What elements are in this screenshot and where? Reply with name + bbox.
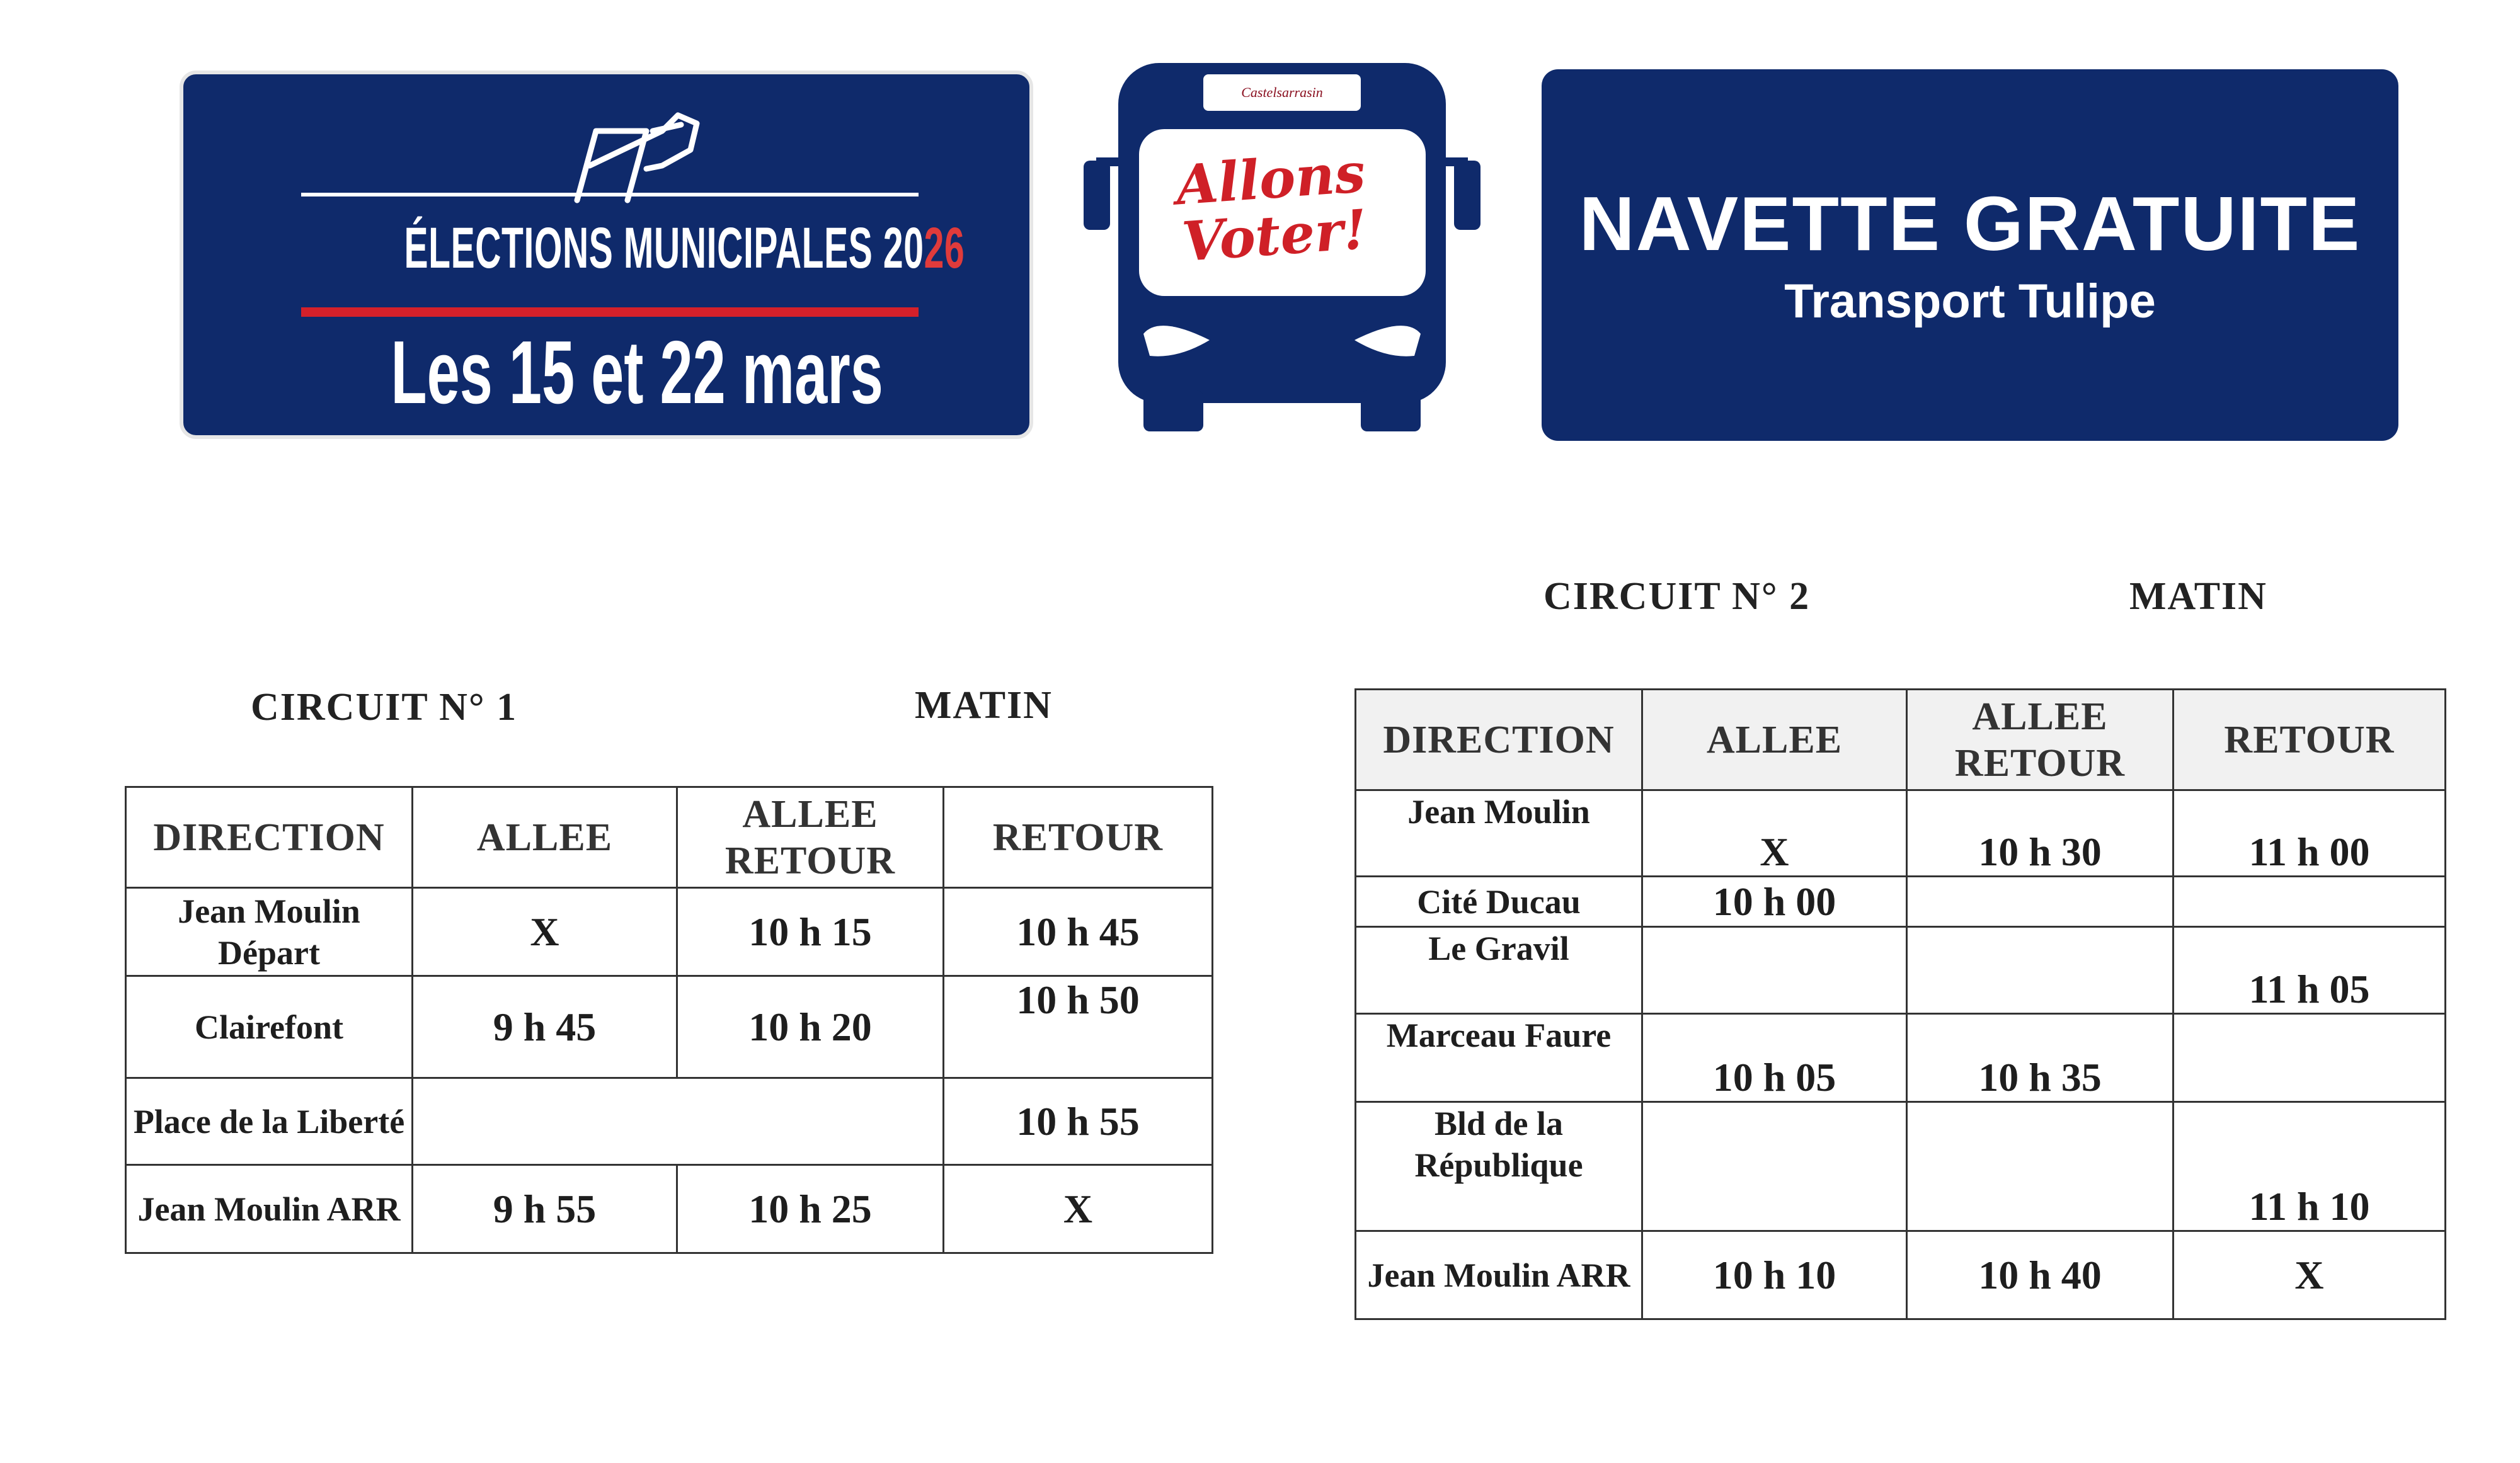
year-accent: 26 [924,216,965,280]
direction-cell: Marceau Faure [1356,1014,1642,1102]
allee-cell: 10 h 00 [1642,877,1907,927]
table-row [1356,927,2446,1014]
circuit1-heading: CIRCUIT N° 1 [251,686,518,729]
direction-cell: Le Gravil [1356,927,1642,1014]
elections-title: ÉLECTIONS MUNICIPALES 2026 [404,216,965,280]
direction-cell: Jean Moulin ARR [126,1165,413,1253]
direction-cell: Clairefont [126,976,413,1078]
allee-cell [413,1078,944,1165]
table-header-row [1356,690,2446,790]
retour-cell: 10 h 50 [944,976,1213,1078]
header-direction: DIRECTION [1356,690,1642,790]
header-allee-retour: ALLEE RETOUR [1907,690,2174,790]
allee-cell [1642,1102,1907,1231]
table-row [1356,790,2446,877]
circuit1-table [125,786,1213,1254]
allee-cell: 10 h 05 [1642,1014,1907,1102]
table-row [126,1078,1213,1165]
allee-cell: 10 h 10 [1642,1231,1907,1319]
retour-cell: 10 h 45 [944,888,1213,976]
allee-cell [1642,927,1907,1014]
bus-illustration [1084,63,1480,435]
retour-cell [2174,877,2446,927]
navette-title: NAVETTE GRATUITE [1579,181,2361,266]
allee-retour-cell: 10 h 30 [1907,790,2174,877]
retour-cell: 11 h 05 [2174,927,2446,1014]
direction-cell: Cité Ducau [1356,877,1642,927]
retour-cell: X [944,1165,1213,1253]
header-direction: DIRECTION [126,787,413,888]
direction-cell: Bld de la République [1356,1102,1642,1231]
circuit2-period: MATIN [2129,575,2267,618]
table-row [126,976,1213,1078]
navette-banner [1542,69,2398,441]
allee-cell: 9 h 55 [413,1165,677,1253]
table-row [126,888,1213,976]
allee-retour-cell [1907,927,2174,1014]
title-red-rule [301,307,919,317]
circuit1-period: MATIN [915,684,1053,727]
table-row [1356,1102,2446,1231]
allee-retour-cell [1907,1102,2174,1231]
table-row [1356,1014,2446,1102]
retour-cell: 11 h 00 [2174,790,2446,877]
header-retour: RETOUR [944,787,1213,888]
allee-retour-cell [1907,877,2174,927]
circuit2-heading: CIRCUIT N° 2 [1544,575,1811,618]
direction-cell: Jean Moulin ARR [1356,1231,1642,1319]
header-allee: ALLEE [1642,690,1907,790]
navette-subtitle: Transport Tulipe [1784,275,2156,328]
retour-cell: 11 h 10 [2174,1102,2446,1231]
retour-cell: 10 h 55 [944,1078,1213,1165]
allee-cell: X [413,888,677,976]
table-row [1356,1231,2446,1319]
bus-sign: Castelsarrasin [1203,74,1361,111]
allee-retour-cell: 10 h 15 [677,888,944,976]
allons-voter-slogan: Allons Voter! [1174,140,1370,275]
direction-cell: Jean Moulin [1356,790,1642,877]
direction-cell: Place de la Liberté [126,1078,413,1165]
direction-cell: Jean Moulin Départ [126,888,413,976]
table-header-row [126,787,1213,888]
table-row [126,1165,1213,1253]
allee-retour-cell: 10 h 20 [677,976,944,1078]
table-row [1356,877,2446,927]
circuit2-table [1354,688,2446,1320]
allee-retour-cell: 10 h 40 [1907,1231,2174,1319]
allee-retour-cell: 10 h 35 [1907,1014,2174,1102]
header-retour: RETOUR [2174,690,2446,790]
allee-cell: X [1642,790,1907,877]
elections-dates: Les 15 et 22 mars [391,322,883,423]
header-allee-retour: ALLEE RETOUR [677,787,944,888]
title-top-rule [301,193,919,196]
allee-cell: 9 h 45 [413,976,677,1078]
header-allee: ALLEE [413,787,677,888]
retour-cell: X [2174,1231,2446,1319]
retour-cell [2174,1014,2446,1102]
ballot-vote-icon [552,106,709,203]
allee-retour-cell: 10 h 25 [677,1165,944,1253]
elections-banner [180,71,1033,439]
